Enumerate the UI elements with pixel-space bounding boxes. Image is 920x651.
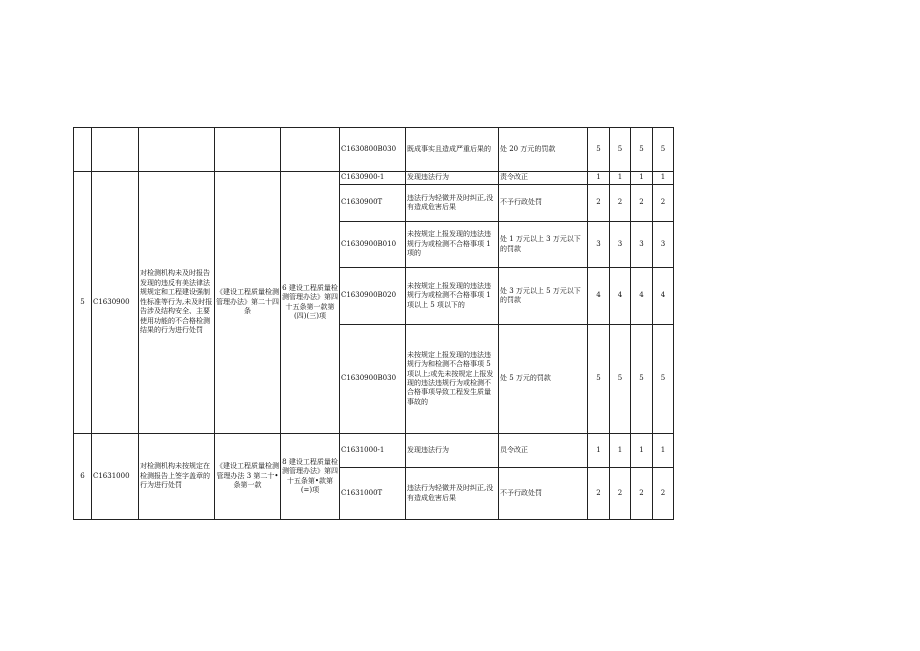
level-value: 2	[588, 185, 610, 222]
level-value: 1	[631, 434, 653, 468]
level-value: 1	[588, 172, 610, 185]
penalty: 责令改正	[499, 172, 588, 185]
level-value: 5	[631, 325, 653, 434]
item-code: C1631000	[92, 434, 139, 520]
item-number	[74, 128, 92, 172]
penalty: 不予行政处罚	[499, 185, 588, 222]
level-value: 2	[610, 468, 631, 520]
item-number: 6	[74, 434, 92, 520]
item-description	[139, 128, 215, 172]
legal-basis	[215, 128, 281, 172]
table-row	[74, 434, 674, 468]
level-value: 4	[653, 268, 674, 325]
sub-code: C1630800B030	[340, 128, 406, 172]
level-value: 3	[653, 222, 674, 268]
level-value: 2	[610, 185, 631, 222]
penalty-table	[73, 127, 674, 520]
sub-code: C1630900B010	[340, 222, 406, 268]
level-value: 3	[588, 222, 610, 268]
level-value: 2	[653, 468, 674, 520]
penalty: 处 5 万元的罚款	[499, 325, 588, 434]
item-number: 5	[74, 172, 92, 434]
penalty: 处 3 万元以上 5 万元以下的罚款	[499, 268, 588, 325]
level-value: 1	[610, 172, 631, 185]
level-value: 1	[631, 172, 653, 185]
penalty-clause: 6 建设工程质量检测管理办法》第四十五条第一款第(四)(三)项	[281, 172, 340, 434]
penalty: 员令改正	[499, 434, 588, 468]
item-description: 对检测机构未及时报告发现的违反有美法律法规规定和工程建设强制性标准等行为,未及时报告涉及结构安全、主要使用功能的不合格检测结果的行为进行处罚	[139, 172, 215, 434]
situation: 违法行为轻微并及时纠正,没有造成危害后果	[406, 185, 499, 222]
situation: 既成事实且造成严重后果的	[406, 128, 499, 172]
level-value: 2	[631, 468, 653, 520]
level-value: 5	[653, 128, 674, 172]
level-value: 2	[653, 185, 674, 222]
level-value: 4	[610, 268, 631, 325]
sub-code: C1631000T	[340, 468, 406, 520]
situation: 未按规定上报发现的违法违规行为或检测不合格事项 1 项以上 5 项以下的	[406, 268, 499, 325]
item-description: 对检测机构未按规定在检测报告上签字盖章的行为进行处罚	[139, 434, 215, 520]
level-value: 3	[631, 222, 653, 268]
penalty: 不予行政处罚	[499, 468, 588, 520]
situation: 发现违法行为	[406, 172, 499, 185]
level-value: 5	[610, 128, 631, 172]
level-value: 5	[653, 325, 674, 434]
level-value: 5	[631, 128, 653, 172]
table-row	[74, 128, 674, 172]
legal-basis: 《建设工程质量检测管理办法 3 第二十•条第一款	[215, 434, 281, 520]
table-row	[74, 172, 674, 185]
penalty-clause: 8 建设工程质量检测管理办法》第四十五条第•款第(=)项	[281, 434, 340, 520]
situation: 未按规定上报发现的违法违规行为和检测不合格事项 5 项以上;或先未按规定上报发现的违法违规行为或检测不合格事项导致工程发生质量事故的	[406, 325, 499, 434]
penalty-clause	[281, 128, 340, 172]
level-value: 5	[588, 325, 610, 434]
sub-code: C1630900B020	[340, 268, 406, 325]
sub-code: C1630900B030	[340, 325, 406, 434]
level-value: 1	[588, 434, 610, 468]
penalty: 处 20 万元的罚款	[499, 128, 588, 172]
item-code	[92, 128, 139, 172]
level-value: 1	[610, 434, 631, 468]
sub-code: C1631000-1	[340, 434, 406, 468]
sub-code: C1630900-1	[340, 172, 406, 185]
level-value: 4	[631, 268, 653, 325]
item-code: C1630900	[92, 172, 139, 434]
level-value: 5	[588, 128, 610, 172]
situation: 未按规定上报发现的违法违规行为或检测不合格事项 1 项的	[406, 222, 499, 268]
level-value: 1	[653, 434, 674, 468]
situation: 违法行为轻微并及时纠正,没有造成危害后果	[406, 468, 499, 520]
penalty: 处 1 万元以上 3 万元以下的罚款	[499, 222, 588, 268]
level-value: 2	[631, 185, 653, 222]
level-value: 2	[588, 468, 610, 520]
sub-code: C1630900T	[340, 185, 406, 222]
legal-basis: 《建设工程质量检测管理办法》第二十四条	[215, 172, 281, 434]
situation: 发现违法行为	[406, 434, 499, 468]
level-value: 4	[588, 268, 610, 325]
level-value: 5	[610, 325, 631, 434]
level-value: 1	[653, 172, 674, 185]
level-value: 3	[610, 222, 631, 268]
